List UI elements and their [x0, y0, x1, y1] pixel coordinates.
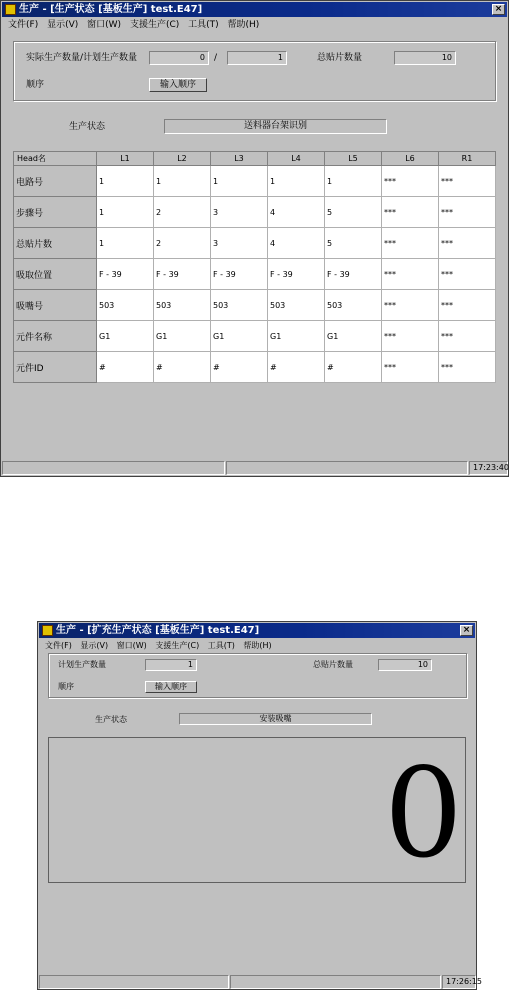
plan-count-field: 1	[145, 659, 197, 671]
extended-production-status-window	[37, 621, 482, 990]
table-cell: #	[268, 352, 325, 383]
production-status-display: 送料器台架识别	[164, 119, 387, 134]
actual-plan-label: 实际生产数量/计划生产数量	[26, 53, 138, 63]
table-cell: 503	[268, 290, 325, 321]
title-bar[interactable]	[2, 2, 507, 17]
production-status-window	[0, 0, 509, 477]
slash-separator: /	[214, 53, 218, 63]
row-header: 元件名称	[14, 321, 97, 352]
menu-window[interactable]: 窗口(W)	[87, 20, 122, 30]
table-cell: 5	[325, 228, 382, 259]
table-cell: 503	[325, 290, 382, 321]
row-header: 吸取位置	[14, 259, 97, 290]
total-mount-field: 10	[378, 659, 432, 671]
column-header: L2	[154, 152, 211, 166]
table-cell: ***	[382, 290, 439, 321]
table-cell: ***	[439, 228, 496, 259]
actual-count-field: 0	[149, 51, 209, 65]
total-mount-label: 总贴片数量	[313, 660, 353, 669]
table-cell: ***	[439, 197, 496, 228]
menu-view[interactable]: 显示(V)	[80, 641, 109, 650]
table-cell: ***	[439, 259, 496, 290]
order-label: 顺序	[26, 80, 45, 90]
table-cell: 3	[211, 197, 268, 228]
menu-help[interactable]: 帮助(H)	[227, 20, 260, 30]
table-cell: F - 39	[97, 259, 154, 290]
app-icon	[5, 4, 16, 15]
row-header: 吸嘴号	[14, 290, 97, 321]
app-icon	[42, 625, 53, 636]
production-status-label: 生产状态	[95, 715, 127, 724]
column-header: L1	[97, 152, 154, 166]
menu-file[interactable]: 文件(F)	[45, 641, 72, 650]
status-bar-main	[39, 975, 229, 989]
table-cell: ***	[439, 166, 496, 197]
table-cell: #	[325, 352, 382, 383]
table-cell: ***	[382, 321, 439, 352]
row-header: 电路号	[14, 166, 97, 197]
plan-count-field: 1	[227, 51, 287, 65]
table-cell: F - 39	[268, 259, 325, 290]
column-header: Head名	[14, 152, 97, 166]
row-header: 步骤号	[14, 197, 97, 228]
table-cell: #	[211, 352, 268, 383]
table-cell: ***	[439, 321, 496, 352]
menu-bar	[2, 18, 507, 32]
menu-tools[interactable]: 工具(T)	[188, 20, 219, 30]
menu-tools[interactable]: 工具(T)	[207, 641, 235, 650]
table-cell: 3	[211, 228, 268, 259]
table-cell: 2	[154, 197, 211, 228]
table-cell: G1	[97, 321, 154, 352]
table-cell: 503	[154, 290, 211, 321]
row-header: 元件ID	[14, 352, 97, 383]
table-cell: F - 39	[211, 259, 268, 290]
column-header: L3	[211, 152, 268, 166]
menu-window[interactable]: 窗口(W)	[116, 641, 147, 650]
table-cell: ***	[439, 352, 496, 383]
menu-support[interactable]: 支援生产(C)	[129, 20, 180, 30]
head-table	[13, 151, 496, 383]
table-cell: G1	[211, 321, 268, 352]
table-cell: G1	[268, 321, 325, 352]
table-cell: F - 39	[154, 259, 211, 290]
status-bar-middle	[226, 461, 468, 475]
menu-help[interactable]: 帮助(H)	[243, 641, 272, 650]
column-header: L6	[382, 152, 439, 166]
production-count-group	[13, 41, 496, 101]
total-mount-label: 总贴片数量	[317, 53, 363, 63]
menu-bar	[39, 639, 475, 653]
table-cell: ***	[382, 166, 439, 197]
table-cell: 1	[97, 197, 154, 228]
table-cell: 4	[268, 197, 325, 228]
table-cell: ***	[382, 197, 439, 228]
table-cell: 1	[97, 228, 154, 259]
table-cell: 1	[325, 166, 382, 197]
production-status-display: 安装吸嘴	[179, 713, 372, 725]
table-cell: 1	[154, 166, 211, 197]
menu-support[interactable]: 支援生产(C)	[155, 641, 200, 650]
table-cell: 1	[97, 166, 154, 197]
table-header-row	[14, 152, 496, 166]
table-cell: G1	[325, 321, 382, 352]
table-cell: ***	[382, 352, 439, 383]
menu-file[interactable]: 文件(F)	[8, 20, 39, 30]
input-order-button[interactable]: 输入顺序	[145, 681, 197, 693]
status-bar-main	[2, 461, 225, 475]
table-cell: 5	[325, 197, 382, 228]
column-header: L4	[268, 152, 325, 166]
status-bar-middle	[230, 975, 441, 989]
table-cell: G1	[154, 321, 211, 352]
close-button[interactable]: ×	[492, 4, 505, 15]
table-row	[14, 259, 496, 290]
status-clock: 17:23:40	[469, 461, 508, 475]
input-order-button[interactable]: 输入顺序	[149, 78, 207, 92]
order-label: 顺序	[58, 682, 74, 691]
table-cell: #	[97, 352, 154, 383]
plan-count-label: 计划生产数量	[58, 660, 106, 669]
table-row	[14, 321, 496, 352]
table-cell: #	[154, 352, 211, 383]
table-row	[14, 197, 496, 228]
table-row	[14, 290, 496, 321]
table-cell: 1	[211, 166, 268, 197]
table-cell: 2	[154, 228, 211, 259]
table-cell: 503	[97, 290, 154, 321]
production-status-label: 生产状态	[69, 122, 106, 132]
table-cell: 4	[268, 228, 325, 259]
column-header: R1	[439, 152, 496, 166]
table-cell: ***	[439, 290, 496, 321]
row-header: 总贴片数	[14, 228, 97, 259]
close-button[interactable]: ×	[460, 625, 473, 636]
table-row	[14, 352, 496, 383]
table-cell: F - 39	[325, 259, 382, 290]
status-clock: 17:26:15	[442, 975, 476, 989]
total-mount-field: 10	[394, 51, 456, 65]
menu-view[interactable]: 显示(V)	[47, 20, 79, 30]
table-cell: ***	[382, 228, 439, 259]
table-cell: ***	[382, 259, 439, 290]
table-cell: 1	[268, 166, 325, 197]
column-header: L5	[325, 152, 382, 166]
large-count-display: 0	[384, 742, 463, 886]
title-bar[interactable]	[39, 623, 475, 638]
window-title: 生产 - [生产状态 [基板生产] test.E47]	[19, 4, 203, 15]
table-row	[14, 228, 496, 259]
window-title: 生产 - [扩充生产状态 [基板生产] test.E47]	[56, 625, 260, 636]
table-cell: 503	[211, 290, 268, 321]
table-row	[14, 166, 496, 197]
